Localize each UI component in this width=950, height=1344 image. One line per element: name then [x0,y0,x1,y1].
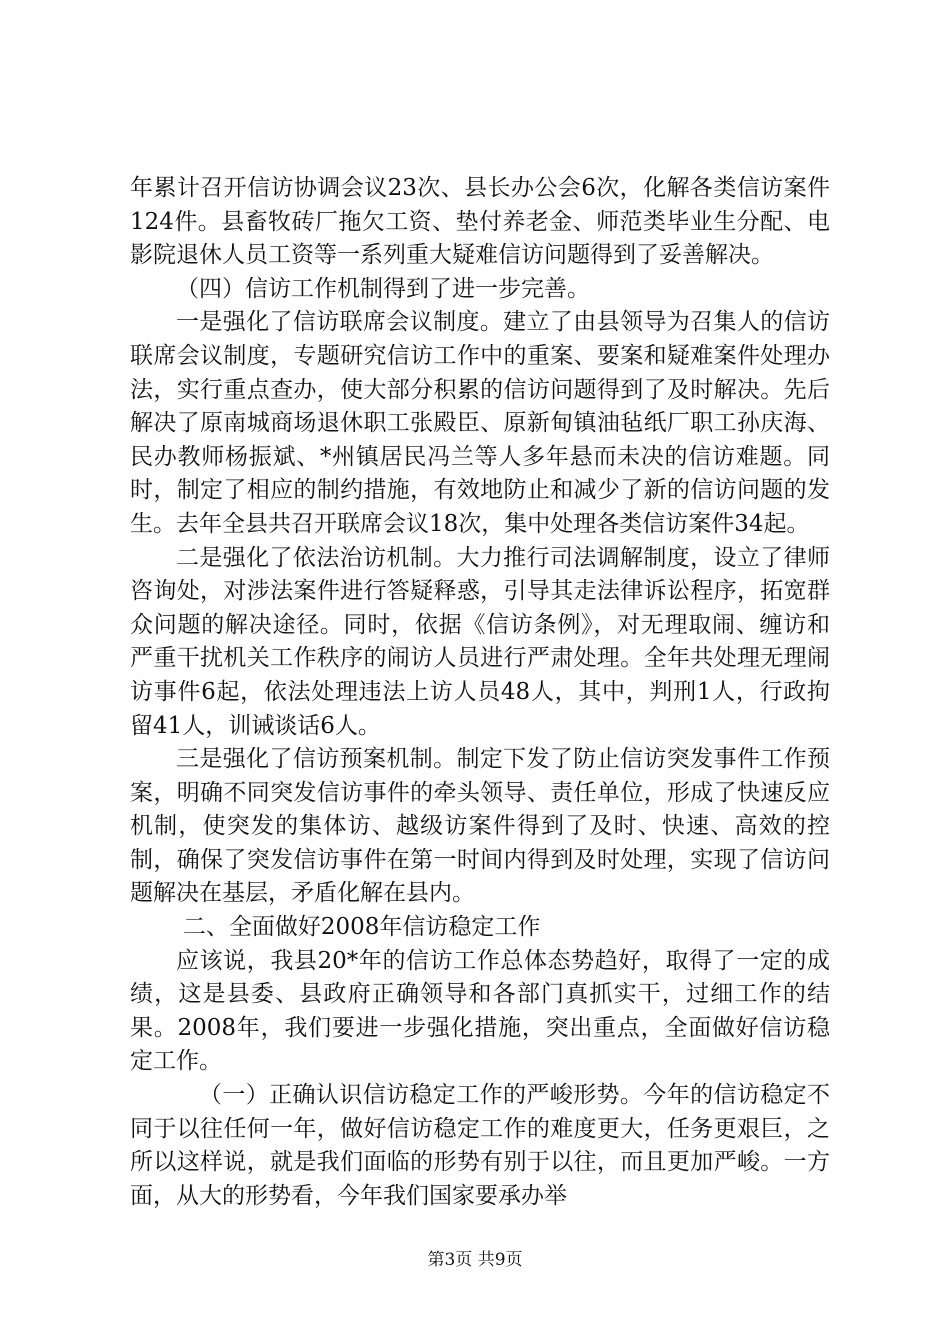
paragraph-summary-2008: 应该说，我县20*年的信访工作总体态势趋好，取得了一定的成绩，这是县委、县政府正确领导和各部门真抓实干，过细工作的结果。2008年，我们要进一步强化措施，突出重点，全面做好信访稳定工作。 [130,947,830,1075]
paragraph-joint-meeting: 一是强化了信访联席会议制度。建立了由县领导为召集人的信访联席会议制度，专题研究信访工作中的重案、要案和疑难案件处理办法，实行重点查办，使大部分积累的信访问题得到了及时解决。先后解决了原南城商场退休职工张殿臣、原新甸镇油毡纸厂职工孙庆海、民办教师杨振斌、*州镇居民冯兰等人多年悬而未决的信访难题。同时，制定了相应的制约措施，有效地防止和减少了新的信访问题的发生。去年全县共召开联席会议18次，集中处理各类信访案件34起。 [130,309,830,537]
paragraph-continued: 年累计召开信访协调会议23次、县长办公会6次，化解各类信访案件124件。县畜牧砖厂拖欠工资、垫付养老金、师范类毕业生分配、电影院退休人员工资等一系列重大疑难信访问题得到了妥善解决。 [130,175,830,269]
section-heading-4: （四）信访工作机制得到了进一步完善。 [176,275,590,302]
section-heading-2: 二、全面做好2008年信访稳定工作 [182,914,541,941]
document-body [130,172,830,1213]
paragraph-contingency-plan: 三是强化了信访预案机制。制定下发了防止信访突发事件工作预案，明确不同突发信访事件的牵头领导、责任单位，形成了快速反应机制，使突发的集体访、越级访案件得到了及时、快速、高效的控制，确保了突发信访事件在第一时间内得到及时处理，实现了信访问题解决在基层，矛盾化解在县内。 [130,746,830,907]
page-footer: 第3页 共9页 [427,1250,523,1270]
paragraph-rule-of-law: 二是强化了依法治访机制。大力推行司法调解制度，设立了律师咨询处，对涉法案件进行答疑释惑，引导其走法律诉讼程序，拓宽群众问题的解决途径。同时，依据《信访条例》，对无理取闹、缠访和严重干扰机关工作秩序的闹访人员进行严肃处理。全年共处理无理闹访事件6起，依法处理违法上访人员48人，其中，判刑1人，行政拘留41人，训诫谈话6人。 [130,544,830,739]
paragraph-situation: （一）正确认识信访稳定工作的严峻形势。今年的信访稳定不同于以往任何一年，做好信访稳定工作的难度更大，任务更艰巨，之所以这样说，就是我们面临的形势有别于以往，而且更加严峻。一方面，从大的形势看，今年我们国家要承办举 [130,1082,830,1209]
